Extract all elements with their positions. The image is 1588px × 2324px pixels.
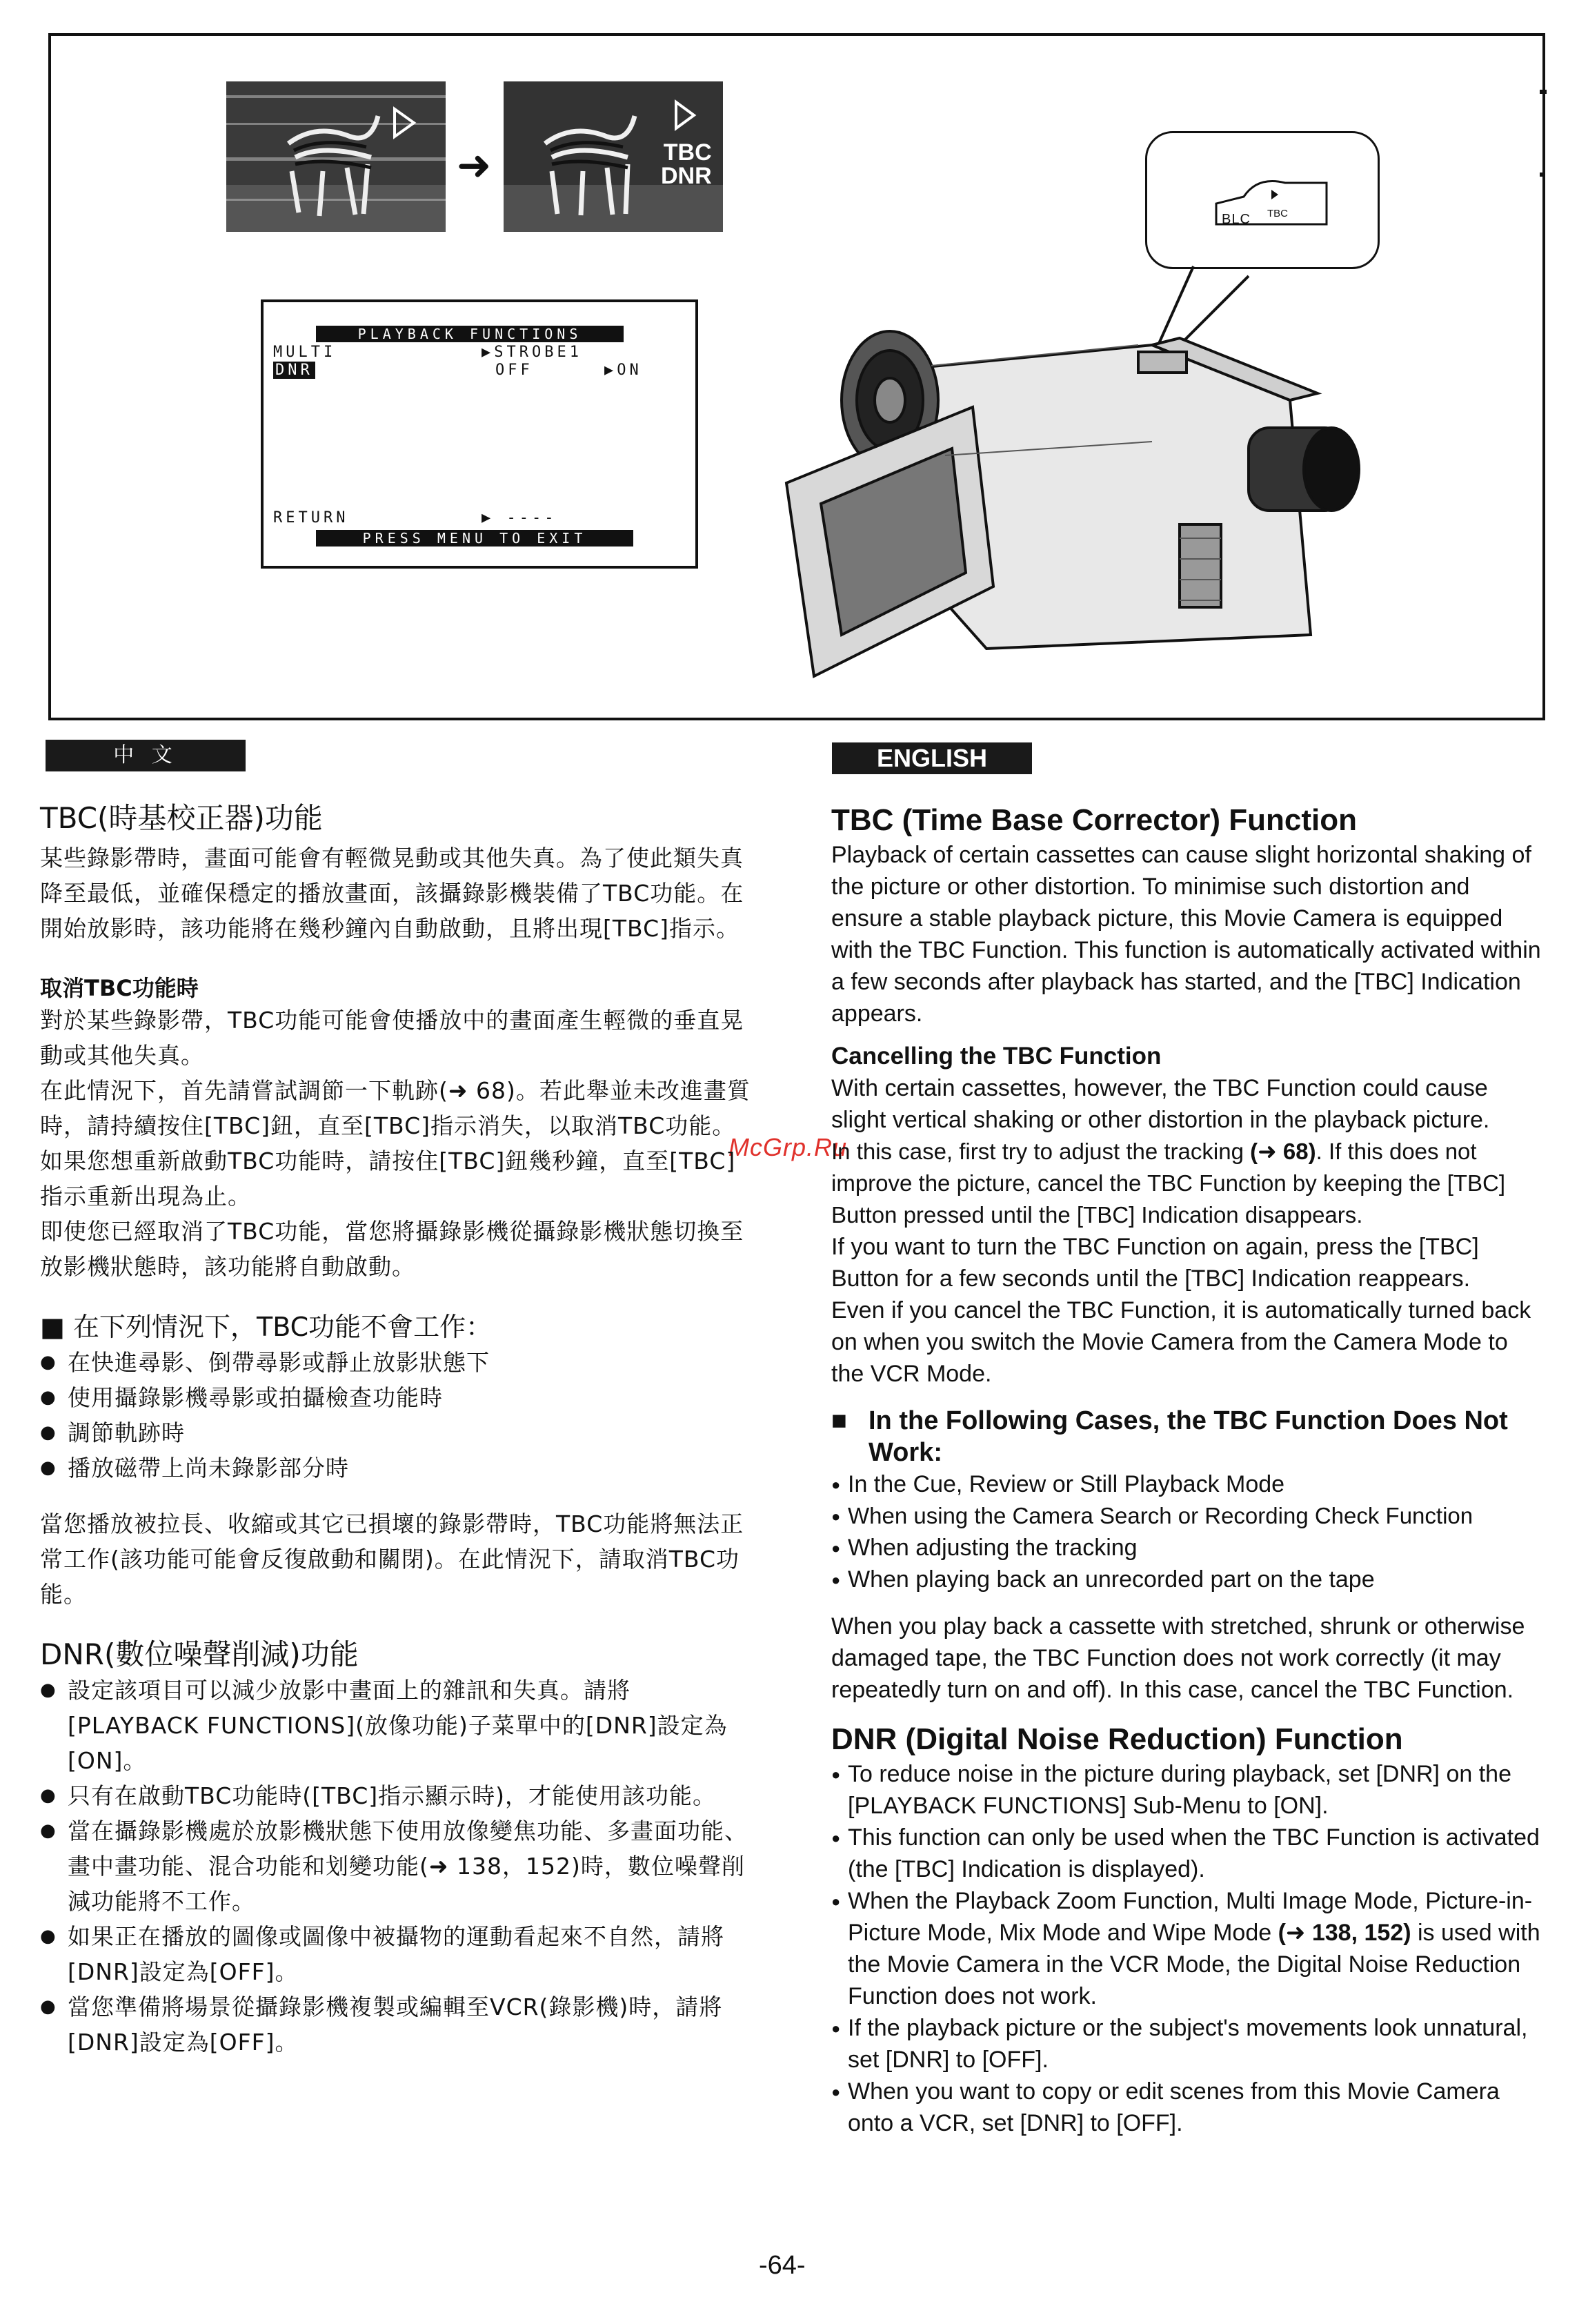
playback-after-thumbnail xyxy=(504,81,723,232)
en-cancel-paragraph-4: Even if you cancel the TBC Function, it is automatically turned back on when you switch the Movie Camera from the Camera Mode to the VCR Mode. xyxy=(831,1297,1531,1387)
zebra-distorted-image xyxy=(226,81,446,232)
chinese-section-tab: 中 文 xyxy=(46,740,246,771)
en-dnr3b: is used with the Movie Camera in the VCR Mode, the Digital Noise Reduction Function does not work. xyxy=(848,1920,1540,2009)
zh-dnr-item: ● 設定該項目可以減少放影中畫面上的雜訊和失真。請將[PLAYBACK FUNCTIONS](放像功能)子菜單中的[DNR]設定為[ON]。 xyxy=(40,1673,757,1778)
en-case-item: ● When adjusting the tracking xyxy=(831,1532,1542,1564)
zh-dnr-heading: DNR(數位噪聲削減)功能 xyxy=(40,1637,359,1671)
zh-cancel-heading: 取消TBC功能時 xyxy=(40,975,199,1001)
osd-multi-value: ▶STROBE1 xyxy=(482,344,582,361)
zh-tbc-paragraph: 某些錄影帶時，畫面可能會有輕微晃動或其他失真。為了使此類失真降至最低，並確保穩定的播放畫面，該攝錄影機裝備了TBC功能。在開始放影時，該功能將在幾秒鐘內自動啟動，且將出現[TBC]指示。 xyxy=(40,845,744,942)
zh-dnr-item: ● 當您準備將場景從攝錄影機複製或編輯至VCR(錄影機)時，請將[DNR]設定為[OFF]。 xyxy=(40,1989,757,2060)
playback-before-thumbnail xyxy=(226,81,446,232)
osd-return-value: ▶ ---- xyxy=(482,509,557,526)
en-tbc-paragraph: Playback of certain cassettes can cause slight horizontal shaking of the picture or other distortion. To minimise such distortion and ensure a stable playback picture, this Movie Camera is equipped with the TBC Function. This function is automatically activated within a few seconds after playback has started, and the [TBC] Indication appears. xyxy=(831,842,1541,1027)
en-stretched-paragraph: When you play back a cassette with stretched, shrunk or otherwise damaged tape, the TBC Function does not work correctly (it may repeatedly turn on and off). In this case, cancel the TBC Function. xyxy=(831,1613,1525,1703)
zh-cancel-paragraph-2: 在此情況下，首先請嘗試調節一下軌跡(➜ 68)。若此舉並未改進畫質時，請持續按住[TBC]鈕，直至[TBC]指示消失，以取消TBC功能。 xyxy=(40,1077,751,1139)
english-column xyxy=(831,802,1542,2139)
en-dnr-item: ● If the playback picture or the subject's movements look unnatural, set [DNR] to [OFF]. xyxy=(831,2012,1542,2076)
en-dnr-item: ● To reduce noise in the picture during playback, set [DNR] on the [PLAYBACK FUNCTIONS] Sub-Menu to [ON]. xyxy=(831,1758,1542,1822)
en-case-item: ● When playing back an unrecorded part on the tape xyxy=(831,1564,1542,1595)
osd-title: PLAYBACK FUNCTIONS xyxy=(316,326,624,342)
scan-mark xyxy=(1540,90,1547,94)
zh-case-item: ● 調節軌跡時 xyxy=(40,1415,757,1450)
en-cancel-heading: Cancelling the TBC Function xyxy=(831,1043,1162,1070)
en-cancel-paragraph-3: If you want to turn the TBC Function on again, press the [TBC] Button for a few seconds until the [TBC] Indication reappears. xyxy=(831,1234,1479,1292)
osd-dnr-option: ▶ON xyxy=(604,362,642,379)
en-dnr-item xyxy=(831,1885,1542,2012)
en-cancel-paragraph-1: With certain cassettes, however, the TBC Function could cause slight vertical shaking or other distortion in the playback picture. xyxy=(831,1075,1490,1133)
blc-label: BLC xyxy=(1222,212,1251,227)
zh-dnr-item: ● 只有在啟動TBC功能時([TBC]指示顯示時)，才能使用該功能。 xyxy=(40,1778,757,1813)
osd-dnr-row-label-wrap xyxy=(273,362,315,380)
en-dnr-item: ● When you want to copy or edit scenes from this Movie Camera onto a VCR, set [DNR] to [OFF]. xyxy=(831,2076,1542,2139)
zh-cases-heading: ■ 在下列情況下，TBC功能不會工作： xyxy=(40,1312,493,1342)
en-cancel-paragraph-2 xyxy=(831,1136,1542,1231)
osd-dnr-value: OFF xyxy=(495,362,533,379)
zh-dnr-item: ● 當在攝錄影機處於放影機狀態下使用放像變焦功能、多畫面功能、畫中畫功能、混合功能和划變功能(➜ 138，152)時，數位噪聲削減功能將不工作。 xyxy=(40,1813,757,1919)
before-after-arrow-icon: ➜ xyxy=(457,142,492,188)
en-cases-heading-text: In the Following Cases, the TBC Function Does Not Work: xyxy=(869,1406,1508,1467)
osd-return-label: RETURN xyxy=(273,509,349,526)
page-number: -64- xyxy=(759,2251,806,2280)
watermark: McGrp.Ru xyxy=(728,1133,848,1161)
zh-tbc-heading: TBC(時基校正器)功能 xyxy=(40,801,323,835)
square-bullet-icon: ■ xyxy=(831,1406,847,1435)
en-tbc-heading: TBC (Time Base Corrector) Function xyxy=(831,803,1357,837)
zh-cancel-paragraph-4: 即使您已經取消了TBC功能，當您將攝錄影機從攝錄影機狀態切換至放影機狀態時，該功能將自動啟動。 xyxy=(40,1218,744,1280)
page-ref-68: (➜ 68) xyxy=(1250,1139,1316,1164)
zh-case-item: ● 在快進尋影、倒帶尋影或靜止放影狀態下 xyxy=(40,1345,757,1380)
zh-stretched-paragraph: 當您播放被拉長、收縮或其它已損壞的錄影帶時，TBC功能將無法正常工作(該功能可能會反復啟動和關閉)。在此情況下，請取消TBC功能。 xyxy=(40,1510,744,1608)
en-case-item: ● When using the Camera Search or Recording Check Function xyxy=(831,1500,1542,1532)
chinese-column xyxy=(40,800,757,2060)
zh-case-item: ● 使用攝錄影機尋影或拍攝檢查功能時 xyxy=(40,1380,757,1415)
tbc-dnr-indication: TBC DNR xyxy=(661,139,712,189)
zh-cancel-paragraph-3: 如果您想重新啟動TBC功能時，請按住[TBC]鈕幾秒鐘，直至[TBC]指示重新出現為止。 xyxy=(40,1148,736,1210)
en-case-item: ● In the Cue, Review or Still Playback Mode xyxy=(831,1468,1542,1500)
en-cancel-2b: . If this does not improve the picture, cancel the TBC Function by keeping the [TBC] Button pressed until the [TBC] Indication disappears. xyxy=(831,1139,1506,1228)
zh-dnr-item: ● 如果正在播放的圖像或圖像中被攝物的運動看起來不自然，請將[DNR]設定為[OFF]。 xyxy=(40,1919,757,1989)
camcorder-illustration xyxy=(766,235,1387,704)
playback-functions-osd-menu xyxy=(261,299,698,569)
tbc-label: TBC xyxy=(1267,208,1288,219)
osd-dnr-label: DNR xyxy=(273,362,315,379)
en-cases-heading xyxy=(831,1405,1542,1468)
osd-multi-label: MULTI xyxy=(273,344,337,361)
en-dnr-heading: DNR (Digital Noise Reduction) Function xyxy=(831,1722,1403,1756)
scan-mark xyxy=(1540,173,1544,177)
zh-cancel-paragraph-1: 對於某些錄影帶，TBC功能可能會使播放中的畫面產生輕微的垂直晃動或其他失真。 xyxy=(40,1007,744,1069)
english-section-tab: ENGLISH xyxy=(832,742,1032,774)
osd-footer: PRESS MENU TO EXIT xyxy=(316,530,633,546)
en-cancel-2a: In this case, first try to adjust the tracking xyxy=(831,1139,1251,1164)
zh-case-item: ● 播放磁帶上尚未錄影部分時 xyxy=(40,1450,757,1486)
en-dnr-item: ● This function can only be used when the TBC Function is activated (the [TBC] Indication is displayed). xyxy=(831,1822,1542,1885)
en-dnr3a: When the Playback Zoom Function, Multi Image Mode, Picture-in-Picture Mode, Mix Mode and Wipe Mode xyxy=(848,1888,1533,1946)
page-ref-138-152: (➜ 138, 152) xyxy=(1278,1920,1411,1946)
